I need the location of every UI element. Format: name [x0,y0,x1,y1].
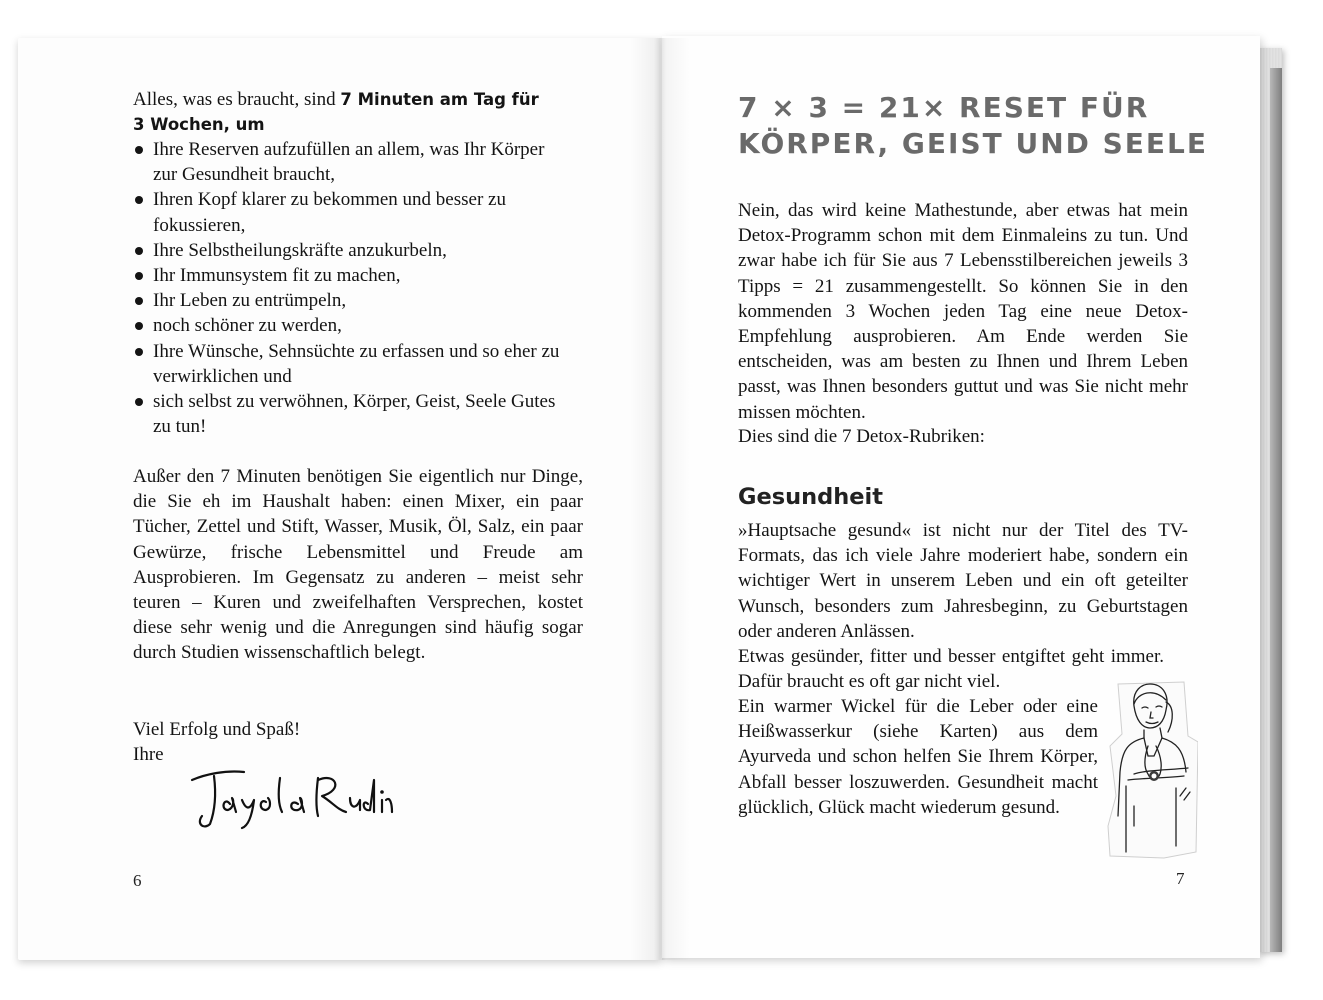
bullet-icon [135,272,143,280]
health-paragraph-3: Ein warmer Wickel für die Leber oder eine Heißwasserkur (siehe Karten) aus dem Ayurveda und schon helfen Sie Ihrem Körper, Abfall besser loszuwerden. Gesundheit macht glücklich, Glück macht wiederum gesund. [738,696,1098,818]
bullet-icon [135,297,143,305]
list-item: Ihre Reserven aufzufüllen an allem, was Ihr Körper zur Gesundheit braucht, [133,137,569,187]
intro-bold-2: 3 Wochen, um [133,115,265,135]
requirements-paragraph: Außer den 7 Minuten benötigen Sie eigentlich nur Dinge, die Sie eh im Haushalt haben: einen Mixer, ein paar Tücher, Zettel und Stift, Wasser, Musik, Öl, Salz, ein paar Gewürze, frische Lebensmittel und Freude am Ausprobieren. Im Gegensatz zu anderen – meist sehr teuren – Kuren und zweifelhaften Versprechen, kostet diese sehr wenig und die Anregungen sind häufig sogar durch Studien wissenschaftlich belegt. [133,466,583,664]
book-spine-shadow [630,38,690,960]
intro-regular: Alles, was es braucht, sind [133,89,341,110]
bullet-icon [135,196,143,204]
health-paragraph-1: »Hauptsache gesund« ist nicht nur der Titel des TV-Formats, das ich viele Jahre moderiert habe, sondern ein wichtiger Wert in unserem Leben und ein oft geteilter Wunsch, besonders zum Jahresbeginn, zu Geburtstagen oder anderen Anlässen. [738,520,1188,642]
bullet-icon [135,146,143,154]
bullet-icon [135,247,143,255]
heading-line-2: KÖRPER, GEIST UND SEELE [738,127,1209,160]
page-number-left: 6 [133,871,142,890]
bullet-icon [135,322,143,330]
list-item: Ihr Leben zu entrümpeln, [133,288,569,313]
book-cover-edge [1270,68,1282,952]
intro-paragraph: Nein, das wird keine Mathestunde, aber etwas hat mein Detox-Programm schon mit dem Einmaleins zu tun. Und zwar habe ich für Sie aus 7 Lebensstilbereichen jeweils 3 Tipps = 21 zusammengestellt. So können Sie in den kommenden 3 Wochen jeden Tag eine neue Detox-Empfehlung ausprobieren. Am Ende werden Sie entscheiden, was am besten zu Ihnen und Ihrem Leben passt, was Ihnen besonders guttut und was Sie nicht mehr missen möchten. [738,200,1188,423]
page-number-right: 7 [1176,869,1185,888]
chapter-heading [738,90,1208,162]
closing-signoff: Ihre [133,744,164,766]
doctor-illustration-icon [1104,676,1198,862]
heading-line-1: 7 × 3 = 21× RESET FÜR [738,91,1150,124]
list-item: Ihre Selbstheilungskräfte anzukurbeln, [133,238,569,263]
signature [186,758,398,834]
intro-text [133,87,583,137]
rubrics-line: Dies sind die 7 Detox-Rubriken: [738,426,985,447]
intro-bold-1: 7 Minuten am Tag für [340,90,539,109]
list-item: sich selbst zu verwöhnen, Körper, Geist, Seele Gutes zu tun! [133,389,569,439]
list-item: Ihre Wünsche, Sehnsüchte zu erfassen und so eher zu verwirklichen und [133,339,569,389]
benefits-list [133,137,569,439]
closing-greeting: Viel Erfolg und Spaß! [133,719,301,740]
list-item: noch schöner zu werden, [133,313,569,338]
section-heading-gesundheit: Gesundheit [738,484,884,510]
list-item: Ihren Kopf klarer zu bekommen und besser zu fokussieren, [133,187,569,237]
list-item: Ihr Immunsystem fit zu machen, [133,263,569,288]
health-paragraph-2: Etwas gesünder, fitter und besser entgiftet geht immer. Dafür braucht es oft gar nicht viel. [738,646,1164,693]
bullet-icon [135,348,143,356]
bullet-icon [135,398,143,406]
